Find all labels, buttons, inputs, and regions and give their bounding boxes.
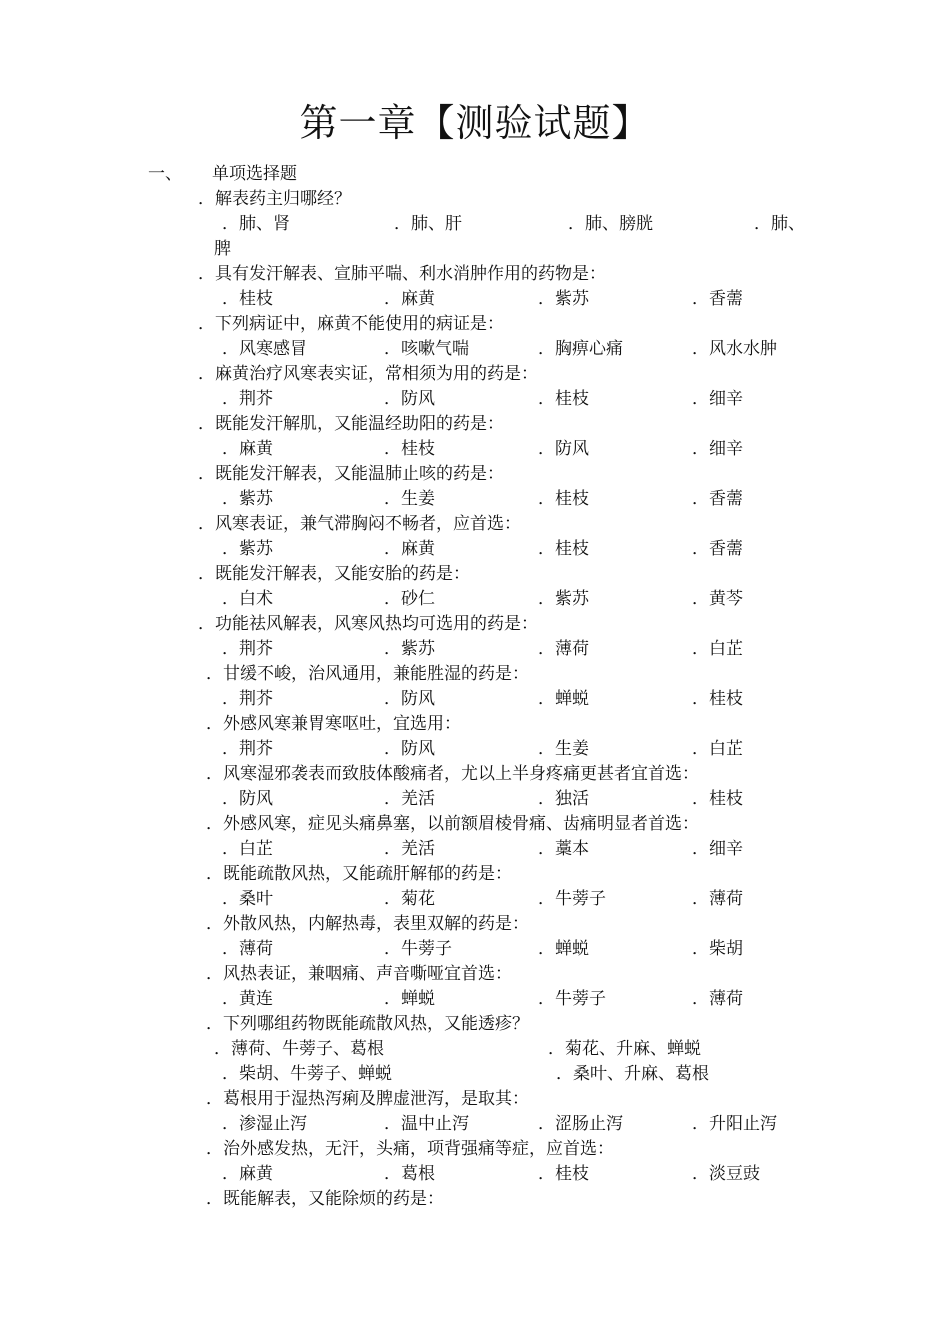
option-a: ．荆芥 <box>222 689 273 709</box>
option-c: ．生姜 <box>538 739 589 759</box>
option-d: ．升阳止泻 <box>692 1114 777 1134</box>
question-item <box>0 1087 950 1137</box>
option-c: ．蝉蜕 <box>538 939 589 959</box>
question-item <box>0 362 950 412</box>
question-stem: ．下列哪组药物既能疏散风热，又能透疹？ <box>206 1014 529 1034</box>
option-b: ．肺、肝 <box>394 214 462 234</box>
question-item <box>0 1187 950 1217</box>
option-b: ．桂枝 <box>384 439 435 459</box>
question-stem: ．既能发汗解肌，又能温经助阳的药是： <box>198 414 504 434</box>
option-c: ．桂枝 <box>538 389 589 409</box>
option-row <box>0 837 950 862</box>
option-b: ．温中止泻 <box>384 1114 469 1134</box>
option-a: ．麻黄 <box>222 1164 273 1184</box>
question-item <box>0 412 950 462</box>
question-item <box>0 612 950 662</box>
section-number: 一、 <box>148 164 182 184</box>
option-row <box>0 537 950 562</box>
option-a: ．紫苏 <box>222 539 273 559</box>
option-d: ．风水水肿 <box>692 339 777 359</box>
option-c: ．桂枝 <box>538 1164 589 1184</box>
option-b: ．桑叶、升麻、葛根 <box>556 1064 709 1084</box>
option-c: ．紫苏 <box>538 589 589 609</box>
question-item <box>0 662 950 712</box>
option-d: ．桂枝 <box>692 789 743 809</box>
option-b: ．牛蒡子 <box>384 939 452 959</box>
option-d: ．细辛 <box>692 439 743 459</box>
question-item <box>0 712 950 762</box>
option-c: ．牛蒡子 <box>538 889 606 909</box>
option-c: ．胸痹心痛 <box>538 339 623 359</box>
question-item <box>0 912 950 962</box>
option-row <box>0 387 950 412</box>
option-row <box>0 437 950 462</box>
question-item <box>0 462 950 512</box>
option-b: ．防风 <box>384 739 435 759</box>
option-b: ．砂仁 <box>384 589 435 609</box>
question-stem: ．风寒表证，兼气滞胸闷不畅者，应首选： <box>198 514 521 534</box>
option-c: ．藁本 <box>538 839 589 859</box>
option-d: ．薄荷 <box>692 889 743 909</box>
option-a: ．白芷 <box>222 839 273 859</box>
option-row <box>0 287 950 312</box>
option-row <box>0 637 950 662</box>
option-row <box>0 787 950 812</box>
question-item <box>0 1012 950 1087</box>
option-row <box>0 937 950 962</box>
option-c: ．防风 <box>538 439 589 459</box>
option-d: ．香薷 <box>692 539 743 559</box>
question-stem: ．既能疏散风热，又能疏肝解郁的药是： <box>206 864 512 884</box>
option-a: ．薄荷、牛蒡子、葛根 <box>214 1039 384 1059</box>
question-stem: ．外感风寒兼胃寒呕吐，宜选用： <box>206 714 461 734</box>
question-item <box>0 312 950 362</box>
option-a: ．荆芥 <box>222 639 273 659</box>
option-row <box>0 737 950 762</box>
option-row <box>0 587 950 612</box>
option-d: ．黄芩 <box>692 589 743 609</box>
question-item <box>0 962 950 1012</box>
question-stem: ．下列病证中，麻黄不能使用的病证是： <box>198 314 504 334</box>
option-a: ．麻黄 <box>222 439 273 459</box>
option-b: ．羌活 <box>384 839 435 859</box>
option-c: ．紫苏 <box>538 289 589 309</box>
option-b: ．蝉蜕 <box>384 989 435 1009</box>
question-stem: ．风寒湿邪袭表而致肢体酸痛者，尤以上半身疼痛更甚者宜首选： <box>206 764 699 784</box>
option-d: ．肺、 <box>754 214 805 234</box>
option-row <box>0 1162 950 1187</box>
question-stem: ．功能祛风解表，风寒风热均可选用的药是： <box>198 614 538 634</box>
option-a: ．黄连 <box>222 989 273 1009</box>
question-item <box>0 262 950 312</box>
option-a: ．桑叶 <box>222 889 273 909</box>
question-item <box>0 812 950 862</box>
option-row <box>0 1062 950 1087</box>
option-a: ．防风 <box>222 789 273 809</box>
option-row <box>0 212 950 237</box>
option-a: ．荆芥 <box>222 389 273 409</box>
question-stem: ．甘缓不峻，治风通用，兼能胜湿的药是： <box>206 664 529 684</box>
option-b: ．防风 <box>384 389 435 409</box>
question-item <box>0 762 950 812</box>
option-row <box>0 987 950 1012</box>
option-a: ．渗湿止泻 <box>222 1114 307 1134</box>
option-d: ．细辛 <box>692 839 743 859</box>
option-c: ．涩肠止泻 <box>538 1114 623 1134</box>
question-stem: ．治外感发热，无汗，头痛，项背强痛等症，应首选： <box>206 1139 614 1159</box>
option-b: ．紫苏 <box>384 639 435 659</box>
option-c: ．蝉蜕 <box>538 689 589 709</box>
option-c: ．桂枝 <box>538 539 589 559</box>
option-d: ．柴胡 <box>692 939 743 959</box>
option-c: ．薄荷 <box>538 639 589 659</box>
option-c: ．桂枝 <box>538 489 589 509</box>
option-d: ．细辛 <box>692 389 743 409</box>
section-heading <box>148 162 297 186</box>
option-d: ．白芷 <box>692 739 743 759</box>
question-stem: ．风热表证，兼咽痛、声音嘶哑宜首选： <box>206 964 512 984</box>
option-b: ．咳嗽气喘 <box>384 339 469 359</box>
section-label: 单项选择题 <box>212 164 297 184</box>
question-item <box>0 512 950 562</box>
question-stem: ．解表药主归哪经？ <box>198 189 351 209</box>
option-row <box>0 1112 950 1137</box>
option-a: ．风寒感冒 <box>222 339 307 359</box>
question-stem: ．麻黄治疗风寒表实证，常相须为用的药是： <box>198 364 538 384</box>
option-d: ．香薷 <box>692 489 743 509</box>
option-d: ．薄荷 <box>692 989 743 1009</box>
question-item <box>0 862 950 912</box>
question-stem: ．既能发汗解表，又能温肺止咳的药是： <box>198 464 504 484</box>
option-b: ．生姜 <box>384 489 435 509</box>
option-row <box>0 337 950 362</box>
question-stem: ．外散风热，内解热毒，表里双解的药是： <box>206 914 529 934</box>
option-wrap-text: 脾 <box>214 239 231 259</box>
option-a: ．紫苏 <box>222 489 273 509</box>
option-a: ．肺、肾 <box>222 214 290 234</box>
question-stem: ．既能解表，又能除烦的药是： <box>206 1189 444 1209</box>
question-item <box>0 562 950 612</box>
option-a: ．薄荷 <box>222 939 273 959</box>
option-b: ．羌活 <box>384 789 435 809</box>
option-b: ．菊花、升麻、蝉蜕 <box>548 1039 701 1059</box>
option-b: ．麻黄 <box>384 539 435 559</box>
option-d: ．香薷 <box>692 289 743 309</box>
option-c: ．牛蒡子 <box>538 989 606 1009</box>
option-a: ．荆芥 <box>222 739 273 759</box>
option-a: ．柴胡、牛蒡子、蝉蜕 <box>222 1064 392 1084</box>
option-d: ．淡豆豉 <box>692 1164 760 1184</box>
option-b: ．菊花 <box>384 889 435 909</box>
question-item <box>0 1137 950 1187</box>
option-a: ．桂枝 <box>222 289 273 309</box>
option-row <box>0 487 950 512</box>
option-row <box>0 1037 950 1062</box>
question-list <box>0 187 950 1217</box>
option-a: ．白术 <box>222 589 273 609</box>
option-row <box>0 687 950 712</box>
option-b: ．葛根 <box>384 1164 435 1184</box>
option-row <box>0 887 950 912</box>
option-c: ．独活 <box>538 789 589 809</box>
question-item <box>0 187 950 262</box>
option-b: ．麻黄 <box>384 289 435 309</box>
option-d: ．白芷 <box>692 639 743 659</box>
question-stem: ．外感风寒，症见头痛鼻塞，以前额眉棱骨痛、齿痛明显者首选： <box>206 814 699 834</box>
question-stem: ．葛根用于湿热泻痢及脾虚泄泻，是取其： <box>206 1089 529 1109</box>
option-b: ．防风 <box>384 689 435 709</box>
question-stem: ．既能发汗解表，又能安胎的药是： <box>198 564 470 584</box>
option-c: ．肺、膀胱 <box>568 214 653 234</box>
page-title: 第一章【测验试题】 <box>299 101 651 145</box>
option-d: ．桂枝 <box>692 689 743 709</box>
question-stem: ．具有发汗解表、宣肺平喘、利水消肿作用的药物是： <box>198 264 606 284</box>
